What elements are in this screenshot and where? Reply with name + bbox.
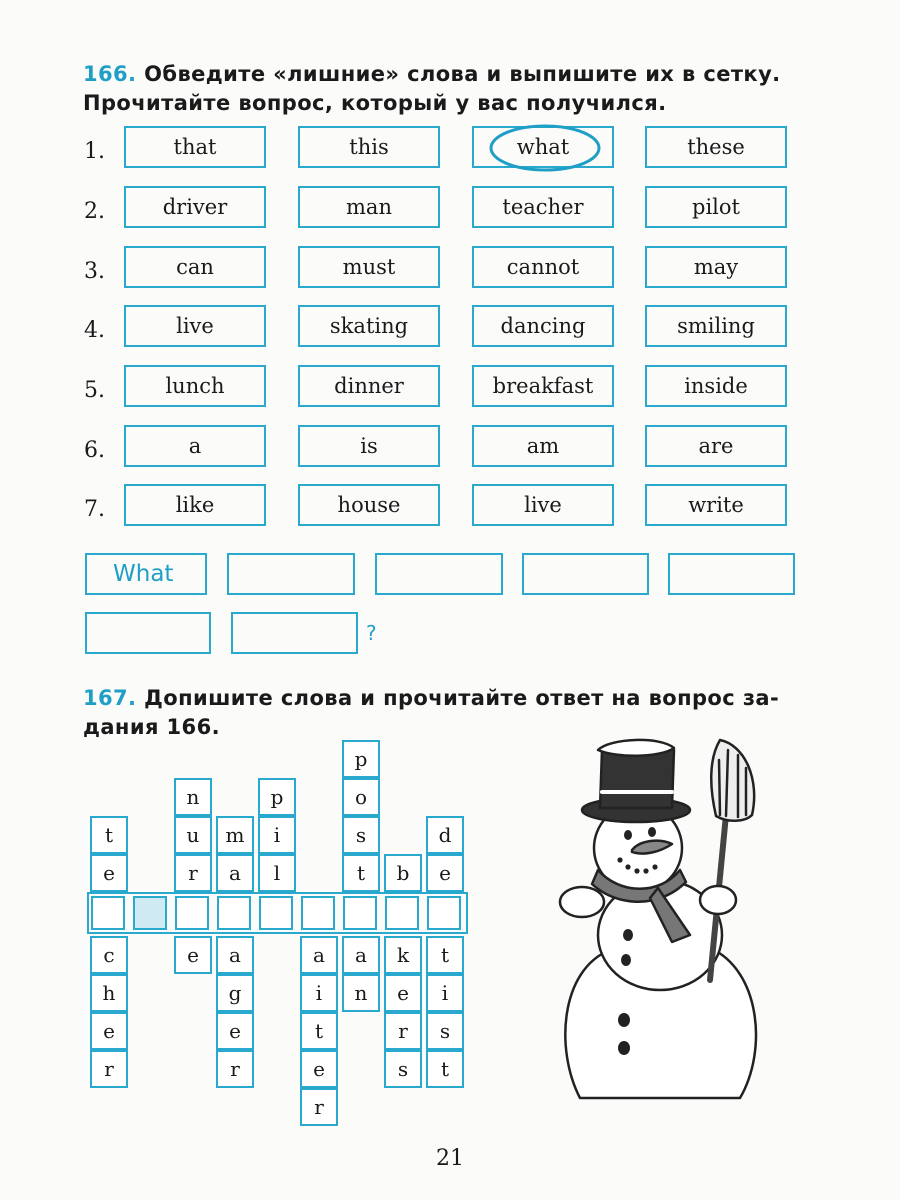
word-box[interactable]: skating	[298, 305, 440, 347]
crossword-cell[interactable]: e	[300, 1050, 338, 1088]
crossword-cell[interactable]: t	[342, 854, 380, 892]
crossword-cell[interactable]: p	[342, 740, 380, 778]
word-box[interactable]: teacher	[472, 186, 614, 228]
answer-box-7[interactable]	[231, 612, 358, 654]
word-box[interactable]: is	[298, 425, 440, 467]
crossword-cell[interactable]: e	[426, 854, 464, 892]
task-167-number: 167.	[83, 686, 137, 710]
task-166-line1: Обведите «лишние» слова и выпишите их в сетку.	[144, 62, 781, 86]
crossword-cell[interactable]: e	[216, 1012, 254, 1050]
crossword-cell[interactable]: g	[216, 974, 254, 1012]
crossword-cell[interactable]: r	[174, 854, 212, 892]
crossword-answer-cell[interactable]	[427, 896, 461, 930]
circle-mark-icon	[486, 120, 608, 174]
row-number: 3.	[84, 259, 105, 284]
crossword-cell[interactable]: k	[384, 936, 422, 974]
crossword-cell[interactable]: i	[426, 974, 464, 1012]
word-box[interactable]: breakfast	[472, 365, 614, 407]
crossword-answer-cell[interactable]	[91, 896, 125, 930]
row-number: 5.	[84, 378, 105, 403]
word-box[interactable]: live	[472, 484, 614, 526]
crossword-answer-cell[interactable]	[343, 896, 377, 930]
crossword-answer-cell[interactable]	[217, 896, 251, 930]
crossword-cell[interactable]: s	[426, 1012, 464, 1050]
question-mark: ?	[366, 621, 377, 645]
crossword-cell[interactable]: c	[90, 936, 128, 974]
task-167-line1: Допишите слова и прочитайте ответ на вопрос за-	[144, 686, 780, 710]
crossword-cell[interactable]: r	[216, 1050, 254, 1088]
crossword-cell[interactable]: s	[384, 1050, 422, 1088]
crossword-cell[interactable]: n	[342, 974, 380, 1012]
crossword-answer-cell[interactable]	[133, 896, 167, 930]
snowman-illustration	[540, 720, 810, 1120]
answer-box-6[interactable]	[85, 612, 211, 654]
word-box[interactable]: smiling	[645, 305, 787, 347]
answer-box-1[interactable]: What	[85, 553, 207, 595]
crossword-cell[interactable]: e	[384, 974, 422, 1012]
word-box[interactable]: man	[298, 186, 440, 228]
word-box-circled[interactable]: what	[472, 126, 614, 168]
crossword-cell[interactable]: s	[342, 816, 380, 854]
crossword-cell[interactable]: a	[216, 936, 254, 974]
word-box[interactable]: are	[645, 425, 787, 467]
row-number: 4.	[84, 318, 105, 343]
word-box[interactable]: that	[124, 126, 266, 168]
crossword-cell[interactable]: t	[426, 936, 464, 974]
word-box[interactable]: this	[298, 126, 440, 168]
word-box[interactable]: pilot	[645, 186, 787, 228]
word-box[interactable]: write	[645, 484, 787, 526]
crossword-cell[interactable]: a	[300, 936, 338, 974]
crossword-cell[interactable]: a	[216, 854, 254, 892]
crossword-cell[interactable]: e	[90, 1012, 128, 1050]
row-number: 6.	[84, 438, 105, 463]
crossword-cell[interactable]: d	[426, 816, 464, 854]
crossword-cell[interactable]: t	[300, 1012, 338, 1050]
answer-box-5[interactable]	[668, 553, 795, 595]
crossword-answer-cell[interactable]	[301, 896, 335, 930]
task-166-number: 166.	[83, 62, 137, 86]
task-167-line2: дания 166.	[83, 715, 220, 739]
word-box[interactable]: dinner	[298, 365, 440, 407]
crossword-cell[interactable]: n	[174, 778, 212, 816]
crossword-cell[interactable]: a	[342, 936, 380, 974]
crossword-cell[interactable]: u	[174, 816, 212, 854]
word-box[interactable]: may	[645, 246, 787, 288]
word-box[interactable]: must	[298, 246, 440, 288]
crossword-cell[interactable]: l	[258, 854, 296, 892]
page-number: 21	[436, 1146, 464, 1171]
row-number: 7.	[84, 497, 105, 522]
row-number: 2.	[84, 199, 105, 224]
answer-box-3[interactable]	[375, 553, 503, 595]
row-number: 1.	[84, 139, 105, 164]
crossword-cell[interactable]: h	[90, 974, 128, 1012]
word-box[interactable]: like	[124, 484, 266, 526]
crossword-cell[interactable]: r	[384, 1012, 422, 1050]
answer-box-4[interactable]	[522, 553, 649, 595]
crossword-cell[interactable]: p	[258, 778, 296, 816]
crossword-cell[interactable]: m	[216, 816, 254, 854]
word-box[interactable]: lunch	[124, 365, 266, 407]
word-box[interactable]: a	[124, 425, 266, 467]
word-box[interactable]: these	[645, 126, 787, 168]
word-box[interactable]: am	[472, 425, 614, 467]
crossword-answer-cell[interactable]	[385, 896, 419, 930]
word-box[interactable]: driver	[124, 186, 266, 228]
word-box[interactable]: house	[298, 484, 440, 526]
crossword-cell[interactable]: e	[174, 936, 212, 974]
task-166-line2: Прочитайте вопрос, который у вас получился.	[83, 91, 667, 115]
answer-box-2[interactable]	[227, 553, 355, 595]
crossword-cell[interactable]: i	[300, 974, 338, 1012]
crossword-cell[interactable]: o	[342, 778, 380, 816]
crossword-answer-cell[interactable]	[259, 896, 293, 930]
crossword-cell[interactable]: e	[90, 854, 128, 892]
crossword-cell[interactable]: r	[300, 1088, 338, 1126]
task-166-heading	[83, 60, 781, 118]
crossword-cell[interactable]: b	[384, 854, 422, 892]
crossword-cell[interactable]: t	[426, 1050, 464, 1088]
word-box[interactable]: inside	[645, 365, 787, 407]
crossword-cell[interactable]: t	[90, 816, 128, 854]
word-box[interactable]: can	[124, 246, 266, 288]
word-box[interactable]: live	[124, 305, 266, 347]
word-box[interactable]: cannot	[472, 246, 614, 288]
crossword-answer-cell[interactable]	[175, 896, 209, 930]
word-box[interactable]: dancing	[472, 305, 614, 347]
crossword-cell[interactable]: r	[90, 1050, 128, 1088]
crossword-cell[interactable]: i	[258, 816, 296, 854]
